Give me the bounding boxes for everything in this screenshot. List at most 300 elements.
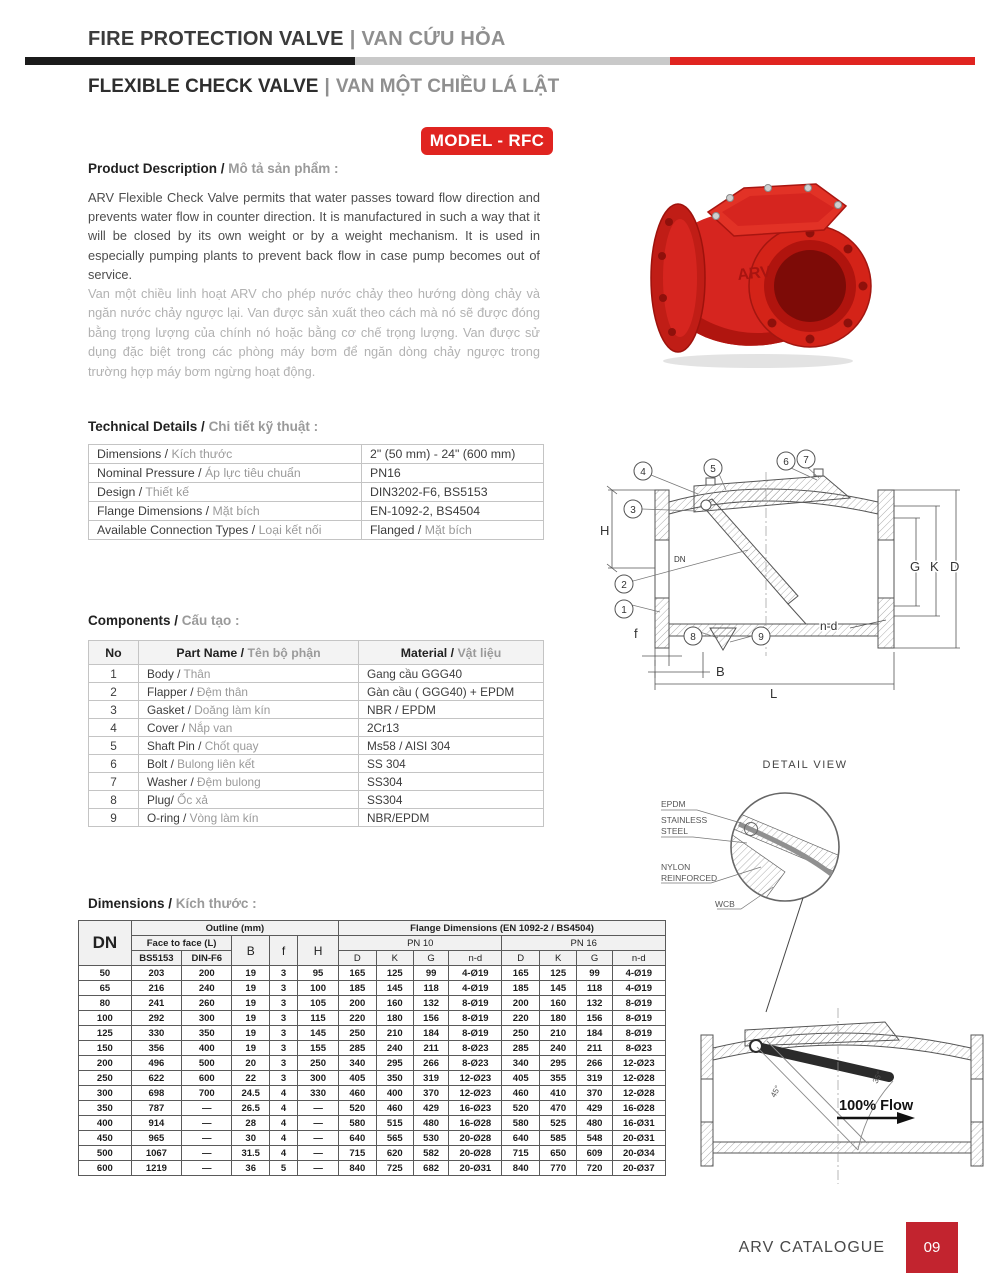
cell-dinf6: — (182, 1101, 232, 1116)
cell-pn10-g: 211 (414, 1041, 449, 1056)
cell-b: 30 (232, 1131, 269, 1146)
col-b: B (232, 936, 269, 966)
cell-pn16-k: 240 (539, 1041, 576, 1056)
cell-pn10-d: 185 (339, 981, 376, 996)
dimensions-body (79, 966, 666, 1176)
spec-label-en: Design / (97, 485, 143, 499)
table-row (79, 1056, 666, 1071)
cell-pn16-k: 525 (539, 1116, 576, 1131)
cell-h: 95 (298, 966, 339, 981)
table-row (89, 701, 544, 719)
cell-pn16-nd: 16-Ø31 (612, 1116, 665, 1131)
cell-f: 3 (269, 981, 297, 996)
part-name-vi: Đệm bulong (197, 774, 261, 789)
cell-pn10-nd: 8-Ø19 (449, 1026, 502, 1041)
product-title-en: FLEXIBLE CHECK VALVE (88, 76, 319, 97)
svg-text:8: 8 (690, 632, 696, 643)
cell-pn10-g: 582 (414, 1146, 449, 1161)
product-title-vi: VAN MỘT CHIỀU LÁ LẬT (335, 76, 560, 97)
cell-pn16-nd: 12-Ø28 (612, 1086, 665, 1101)
part-number: 8 (89, 791, 139, 809)
col-pn10-d: D (339, 951, 376, 966)
components-header-row (89, 641, 544, 665)
col-bs5153: BS5153 (131, 951, 181, 966)
cell-f: 4 (269, 1086, 297, 1101)
detail-label-wcb: WCB (715, 899, 735, 909)
cell-dn: 50 (79, 966, 132, 981)
part-name-en: Bolt / (147, 756, 174, 771)
cell-h: 155 (298, 1041, 339, 1056)
cell-dn: 450 (79, 1131, 132, 1146)
cell-pn16-g: 720 (577, 1161, 612, 1176)
cell-dn: 350 (79, 1101, 132, 1116)
table-row (89, 791, 544, 809)
cell-pn10-d: 840 (339, 1161, 376, 1176)
callout-5 (704, 459, 722, 477)
spec-value (362, 445, 544, 464)
cell-pn10-d: 340 (339, 1056, 376, 1071)
cell-pn16-d: 405 (502, 1071, 539, 1086)
detail-view-title: DETAIL VIEW (762, 759, 848, 771)
cell-dinf6: 240 (182, 981, 232, 996)
cell-pn16-d: 200 (502, 996, 539, 1011)
components-table (88, 640, 544, 827)
cell-pn10-nd: 4-Ø19 (449, 981, 502, 996)
table-row (79, 1086, 666, 1101)
cell-pn16-nd: 20-Ø37 (612, 1161, 665, 1176)
cell-pn16-g: 184 (577, 1026, 612, 1041)
part-number: 6 (89, 755, 139, 773)
part-name-en: Cover / (147, 720, 186, 735)
part-material: SS304 (359, 791, 544, 809)
cell-pn16-nd: 4-Ø19 (612, 981, 665, 996)
page-title (88, 28, 505, 51)
part-number: 5 (89, 737, 139, 755)
cell-pn16-d: 340 (502, 1056, 539, 1071)
heading-description-en: Product Description / (88, 161, 225, 176)
cell-bs5153: 292 (131, 1011, 181, 1026)
part-name (139, 773, 359, 791)
cell-pn10-k: 620 (376, 1146, 413, 1161)
part-name (139, 755, 359, 773)
cell-pn10-nd: 16-Ø23 (449, 1101, 502, 1116)
cell-pn10-k: 180 (376, 1011, 413, 1026)
cell-dinf6: 300 (182, 1011, 232, 1026)
cell-pn16-k: 650 (539, 1146, 576, 1161)
spec-label-vi: Kích thước (171, 447, 233, 461)
cell-pn10-d: 250 (339, 1026, 376, 1041)
callout-2 (615, 575, 633, 593)
rule-red-segment (670, 57, 975, 65)
part-name-en: O-ring / (147, 810, 187, 825)
cell-pn16-d: 640 (502, 1131, 539, 1146)
spec-value-en: DIN3202-F6, BS5153 (370, 485, 488, 499)
cell-pn16-k: 210 (539, 1026, 576, 1041)
cell-pn10-nd: 4-Ø19 (449, 966, 502, 981)
detail-label-stainless: STAINLESS (661, 815, 708, 825)
part-name-vi: Bulong liên kết (177, 756, 255, 771)
svg-text:6: 6 (783, 457, 789, 468)
cell-bs5153: 698 (131, 1086, 181, 1101)
cell-h: 300 (298, 1071, 339, 1086)
cell-dinf6: 500 (182, 1056, 232, 1071)
cell-dn: 80 (79, 996, 132, 1011)
detail-label-epdm: EPDM (661, 799, 686, 809)
cell-pn10-g: 319 (414, 1071, 449, 1086)
part-name-vi: Nắp van (188, 720, 233, 735)
svg-text:2: 2 (621, 580, 627, 591)
cell-h: — (298, 1131, 339, 1146)
cell-pn16-d: 460 (502, 1086, 539, 1101)
photo-brand-text: ARV (736, 263, 772, 284)
table-row (79, 1101, 666, 1116)
spec-label (89, 502, 362, 521)
callout-9 (752, 627, 770, 645)
col-no: No (89, 641, 139, 665)
table-row (89, 719, 544, 737)
cell-dn: 300 (79, 1086, 132, 1101)
col-pn16-d: D (502, 951, 539, 966)
cell-pn16-nd: 8-Ø19 (612, 1026, 665, 1041)
spec-value-en: EN-1092-2, BS4504 (370, 504, 481, 518)
cell-pn10-nd: 16-Ø28 (449, 1116, 502, 1131)
cell-pn10-d: 285 (339, 1041, 376, 1056)
rule-gray-segment (355, 57, 670, 65)
cell-pn10-g: 156 (414, 1011, 449, 1026)
dims-header-row-1 (79, 921, 666, 936)
table-row (89, 809, 544, 827)
cell-pn16-d: 840 (502, 1161, 539, 1176)
cell-pn10-d: 460 (339, 1086, 376, 1101)
part-name-en: Flapper / (147, 684, 194, 699)
part-name-en: Washer / (147, 774, 194, 789)
cell-pn10-k: 400 (376, 1086, 413, 1101)
cell-pn16-d: 715 (502, 1146, 539, 1161)
cell-h: 330 (298, 1086, 339, 1101)
part-number: 9 (89, 809, 139, 827)
spec-label (89, 483, 362, 502)
cell-pn16-d: 285 (502, 1041, 539, 1056)
cell-bs5153: 1067 (131, 1146, 181, 1161)
part-name (139, 791, 359, 809)
part-name-vi: Đệm thân (196, 684, 248, 699)
section-heading-components (88, 613, 240, 628)
cell-pn10-g: 132 (414, 996, 449, 1011)
svg-text:4: 4 (640, 467, 646, 478)
callout-3 (624, 500, 642, 518)
cell-h: 105 (298, 996, 339, 1011)
cell-pn16-g: 266 (577, 1056, 612, 1071)
cell-pn10-nd: 12-Ø23 (449, 1071, 502, 1086)
technical-details-body (89, 445, 544, 540)
col-pn10-k: K (376, 951, 413, 966)
angle-label-45: 45° (768, 1084, 783, 1099)
outline-header: Outline (mm) (131, 921, 338, 936)
cell-bs5153: 241 (131, 996, 181, 1011)
cell-pn16-k: 585 (539, 1131, 576, 1146)
spec-label-en: Available Connection Types / (97, 523, 256, 537)
part-name-en: Gasket / (147, 702, 191, 717)
col-pn16-nd: n-d (612, 951, 665, 966)
description-paragraph-vi: Van một chiều linh hoạt ARV cho phép nước chảy theo hướng dòng chảy và ngăn nước chảy ngược lại. Van được sản xuất theo cách mà nó sẽ được đóng bằng trọng lượng của chính nó hoặc bằng cơ chế trọng lượng. Van được sử dụng đặc biệt trong các phòng máy bơm để ngăn dòng chảy ngược trong trường hợp máy bơm ngừng hoạt động. (88, 286, 540, 379)
heading-dimensions-vi: Kích thước : (175, 896, 257, 911)
cell-h: — (298, 1116, 339, 1131)
part-name-vi: Doăng làm kín (194, 702, 271, 717)
table-row (79, 1026, 666, 1041)
cell-b: 19 (232, 1041, 269, 1056)
callout-4 (634, 462, 652, 480)
table-row (89, 665, 544, 683)
part-material: SS304 (359, 773, 544, 791)
col-part-name: Part Name / Tên bộ phận (139, 641, 359, 665)
pn16-header: PN 16 (502, 936, 666, 951)
flange-header: Flange Dimensions (EN 1092-2 / BS4504) (339, 921, 666, 936)
part-number: 1 (89, 665, 139, 683)
table-row (79, 996, 666, 1011)
product-photo-valve (638, 156, 878, 374)
table-row (79, 1161, 666, 1176)
cell-pn16-g: 319 (577, 1071, 612, 1086)
part-number: 2 (89, 683, 139, 701)
cell-pn10-g: 682 (414, 1161, 449, 1176)
table-row (89, 737, 544, 755)
spec-value (362, 502, 544, 521)
table-row (89, 521, 544, 540)
cell-h: — (298, 1146, 339, 1161)
cell-f: 3 (269, 1011, 297, 1026)
part-name (139, 683, 359, 701)
cell-bs5153: 356 (131, 1041, 181, 1056)
spec-value-en: Flanged / (370, 523, 422, 537)
cell-pn16-d: 220 (502, 1011, 539, 1026)
spec-label (89, 521, 362, 540)
cell-f: 3 (269, 1056, 297, 1071)
table-row (89, 445, 544, 464)
cell-bs5153: 622 (131, 1071, 181, 1086)
cell-dinf6: 260 (182, 996, 232, 1011)
cell-b: 19 (232, 966, 269, 981)
subtitle-separator: | (324, 76, 330, 97)
cell-pn10-nd: 8-Ø23 (449, 1056, 502, 1071)
cell-b: 22 (232, 1071, 269, 1086)
detail-label-nylon: NYLON (661, 862, 691, 872)
flow-label: 100% Flow (839, 1098, 914, 1114)
cell-dn: 600 (79, 1161, 132, 1176)
part-name-vi: Chốt quay (204, 738, 259, 753)
cell-h: 100 (298, 981, 339, 996)
cell-b: 28 (232, 1116, 269, 1131)
callout-8 (684, 627, 702, 645)
title-separator: | (349, 28, 356, 50)
section-heading-description (88, 161, 339, 176)
cell-h: 115 (298, 1011, 339, 1026)
cell-b: 20 (232, 1056, 269, 1071)
part-name-en: Body / (147, 666, 181, 681)
cell-pn10-d: 640 (339, 1131, 376, 1146)
cell-bs5153: 787 (131, 1101, 181, 1116)
cell-b: 24.5 (232, 1086, 269, 1101)
dim-label-g: G (910, 559, 921, 574)
spec-value (362, 464, 544, 483)
cell-pn16-nd: 8-Ø19 (612, 1011, 665, 1026)
cell-pn10-d: 520 (339, 1101, 376, 1116)
cell-pn16-g: 370 (577, 1086, 612, 1101)
table-row (89, 483, 544, 502)
dim-label-k: K (930, 559, 939, 574)
part-material: Gàn cầu ( GGG40) + EPDM (359, 683, 544, 701)
cell-pn16-k: 160 (539, 996, 576, 1011)
cell-dinf6: 700 (182, 1086, 232, 1101)
cell-pn16-d: 185 (502, 981, 539, 996)
cell-pn16-d: 580 (502, 1116, 539, 1131)
cell-pn10-nd: 20-Ø28 (449, 1131, 502, 1146)
cell-pn16-nd: 8-Ø23 (612, 1041, 665, 1056)
cell-pn16-nd: 8-Ø19 (612, 996, 665, 1011)
part-name (139, 737, 359, 755)
cell-pn10-d: 165 (339, 966, 376, 981)
part-material: Ms58 / AISI 304 (359, 737, 544, 755)
cell-pn16-k: 180 (539, 1011, 576, 1026)
footer-catalogue-text: ARV CATALOGUE (738, 1239, 885, 1256)
cell-pn16-g: 118 (577, 981, 612, 996)
part-name-vi: Vòng làm kín (189, 810, 259, 825)
cell-pn10-k: 295 (376, 1056, 413, 1071)
cell-pn10-g: 99 (414, 966, 449, 981)
heading-description-vi: Mô tả sản phẩm : (228, 161, 339, 176)
page-title-en: FIRE PROTECTION VALVE (88, 28, 344, 50)
cell-pn10-k: 145 (376, 981, 413, 996)
cell-pn16-k: 770 (539, 1161, 576, 1176)
col-pn10-g: G (414, 951, 449, 966)
dimensions-table (78, 920, 666, 1176)
cell-pn16-g: 429 (577, 1101, 612, 1116)
cell-dinf6: 600 (182, 1071, 232, 1086)
cell-pn16-nd: 4-Ø19 (612, 966, 665, 981)
col-h: H (298, 936, 339, 966)
spec-label-vi: Mặt bích (212, 504, 260, 518)
cell-b: 19 (232, 1011, 269, 1026)
page-number-badge: 09 (906, 1222, 958, 1273)
detail-label-steel: STEEL (661, 826, 688, 836)
cell-pn10-nd: 8-Ø19 (449, 996, 502, 1011)
cell-h: 250 (298, 1056, 339, 1071)
cell-bs5153: 1219 (131, 1161, 181, 1176)
cell-dn: 150 (79, 1041, 132, 1056)
cell-pn16-g: 211 (577, 1041, 612, 1056)
cell-dn: 100 (79, 1011, 132, 1026)
callout-1 (615, 600, 633, 618)
rule-black-segment (25, 57, 355, 65)
cell-pn10-k: 565 (376, 1131, 413, 1146)
cell-pn16-k: 145 (539, 981, 576, 996)
table-row (79, 1011, 666, 1026)
cell-dn: 500 (79, 1146, 132, 1161)
spec-label (89, 464, 362, 483)
cell-h: — (298, 1101, 339, 1116)
page-title-vi: VAN CỨU HỎA (361, 28, 506, 50)
components-body (89, 665, 544, 827)
spec-label-vi: Thiết kế (145, 485, 190, 499)
cell-pn16-k: 125 (539, 966, 576, 981)
angle-label-35: 35° (870, 1070, 885, 1085)
col-material: Material / Vật liệu (359, 641, 544, 665)
part-name-vi: Ốc xả (177, 792, 208, 807)
table-row (79, 981, 666, 996)
part-material: Gang cầu GGG40 (359, 665, 544, 683)
cell-pn10-k: 125 (376, 966, 413, 981)
col-pn10-nd: n-d (449, 951, 502, 966)
table-row (79, 966, 666, 981)
description-paragraph-en: ARV Flexible Check Valve permits that water passes toward flow direction and prevents water flow in counter direction. It is manufactured in such a way that it will be closed by its own weight or by a weight mechanism. It is used in especially pumping plants to prevent back flow in case pump becomes out of service. (88, 190, 540, 282)
dim-label-h: H (600, 523, 610, 538)
spec-label-vi: Loại kết nối (258, 523, 322, 537)
cell-bs5153: 330 (131, 1026, 181, 1041)
cell-dinf6: — (182, 1131, 232, 1146)
part-number: 4 (89, 719, 139, 737)
svg-text:3: 3 (630, 505, 636, 516)
part-material: SS 304 (359, 755, 544, 773)
cell-pn16-g: 609 (577, 1146, 612, 1161)
cell-pn10-g: 370 (414, 1086, 449, 1101)
model-badge: MODEL - RFC (421, 127, 553, 155)
cell-pn10-k: 240 (376, 1041, 413, 1056)
part-number: 7 (89, 773, 139, 791)
cell-f: 4 (269, 1146, 297, 1161)
col-pn16-g: G (577, 951, 612, 966)
table-row (89, 464, 544, 483)
callout-7 (797, 450, 815, 468)
heading-components-en: Components / (88, 613, 178, 628)
part-name-en: Plug/ (147, 792, 174, 807)
cell-pn16-nd: 20-Ø31 (612, 1131, 665, 1146)
cell-pn10-d: 405 (339, 1071, 376, 1086)
spec-value (362, 483, 544, 502)
cell-pn16-g: 99 (577, 966, 612, 981)
cell-f: 5 (269, 1161, 297, 1176)
cell-pn10-d: 200 (339, 996, 376, 1011)
part-material: NBR / EPDM (359, 701, 544, 719)
cell-dinf6: — (182, 1161, 232, 1176)
spec-label-en: Nominal Pressure / (97, 466, 202, 480)
cell-pn16-nd: 16-Ø28 (612, 1101, 665, 1116)
part-name (139, 719, 359, 737)
col-pn16-k: K (539, 951, 576, 966)
cell-dinf6: 200 (182, 966, 232, 981)
table-row (79, 1116, 666, 1131)
callout-6 (777, 452, 795, 470)
cell-dinf6: 400 (182, 1041, 232, 1056)
svg-text:7: 7 (803, 455, 809, 466)
cell-b: 19 (232, 981, 269, 996)
cell-bs5153: 965 (131, 1131, 181, 1146)
cell-pn10-nd: 8-Ø23 (449, 1041, 502, 1056)
cell-pn16-g: 156 (577, 1011, 612, 1026)
cell-f: 4 (269, 1131, 297, 1146)
cell-pn16-g: 548 (577, 1131, 612, 1146)
svg-text:1: 1 (621, 605, 627, 616)
cell-pn16-nd: 12-Ø23 (612, 1056, 665, 1071)
dims-header-row-3 (79, 951, 666, 966)
cell-f: 3 (269, 1071, 297, 1086)
technical-details-table (88, 444, 544, 540)
face-to-face-header: Face to face (L) (131, 936, 232, 951)
cell-dinf6: — (182, 1146, 232, 1161)
cell-bs5153: 496 (131, 1056, 181, 1071)
cell-pn10-g: 480 (414, 1116, 449, 1131)
cell-b: 19 (232, 996, 269, 1011)
table-row (79, 1146, 666, 1161)
cell-bs5153: 203 (131, 966, 181, 981)
